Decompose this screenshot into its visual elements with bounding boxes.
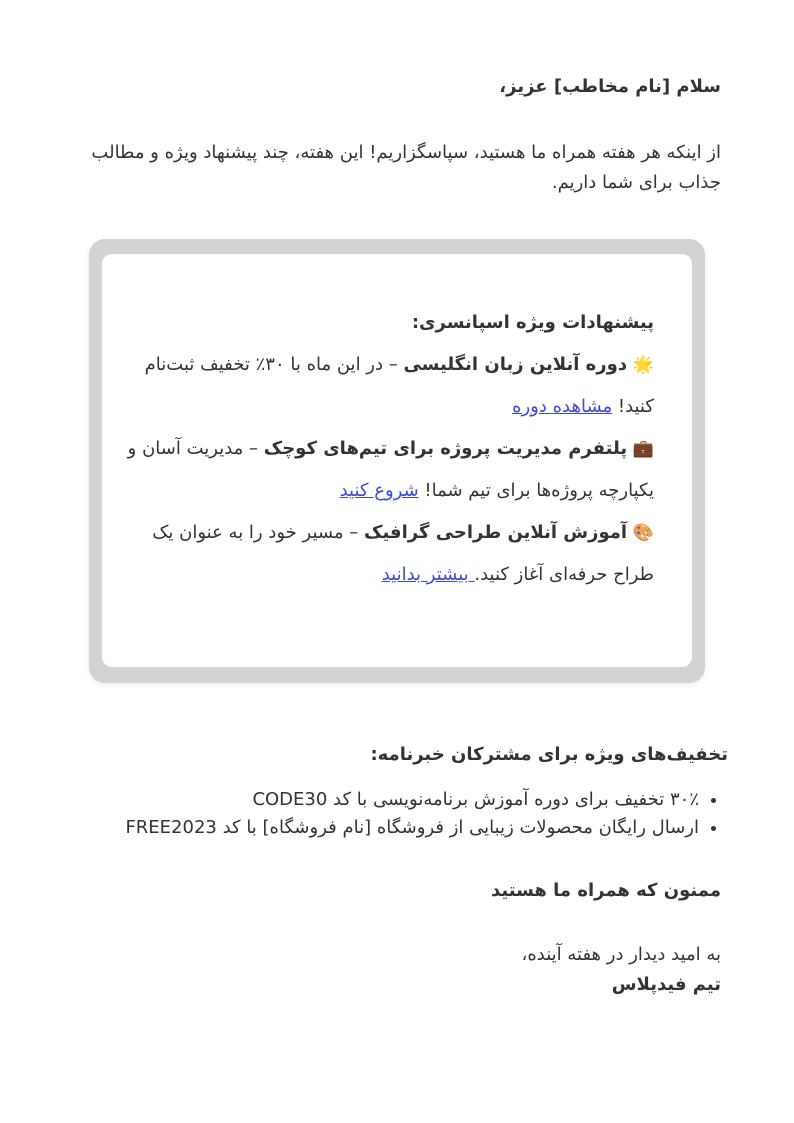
offer-name: پلتفرم مدیریت پروژه برای تیم‌های کوچک <box>263 438 628 459</box>
sponsor-content <box>114 302 654 596</box>
thanks-line: ممنون که همراه ما هستید <box>491 880 721 901</box>
offer-name: دوره آنلاین زبان انگلیسی <box>403 354 628 375</box>
sponsor-card-body <box>102 254 692 667</box>
offer-name: آموزش آنلاین طراحی گرافیک <box>364 522 628 543</box>
offer-desc: – مسیر خود را به عنوان یک طراح حرفه‌ای آغاز کنید. <box>152 522 654 585</box>
sponsor-title: پیشنهادات ویژه اسپانسری: <box>411 312 654 333</box>
offer-desc: – مدیریت آسان و یکپارچه پروژه‌ها برای تیم شما! <box>127 438 654 501</box>
offer-desc: – در این ماه با ۳۰٪ تخفیف ثبت‌نام کنید! <box>144 354 654 417</box>
star-icon: 🌟 <box>632 355 654 375</box>
closing <box>61 940 721 1000</box>
discounts-list <box>59 786 721 842</box>
intro-paragraph: از اینکه هر هفته همراه ما هستید، سپاسگزاریم! این هفته، چند پیشنهاد ویژه و مطالب جذاب برای شما داریم. <box>91 142 721 193</box>
palette-icon: 🎨 <box>632 523 654 543</box>
closing-line: به امید دیدار در هفته آینده، <box>521 944 721 965</box>
sponsor-card <box>89 239 705 683</box>
team-signature: تیم فیدپلاس <box>611 974 721 995</box>
learn-more-link[interactable]: بیشتر بدانید <box>381 564 475 585</box>
list-item: • ۳۰٪ تخفیف برای دوره آموزش برنامه‌نویسی با کد CODE30 <box>59 786 699 814</box>
discounts-title: تخفیف‌های ویژه برای مشترکان خبرنامه: <box>370 744 728 765</box>
list-item: • ارسال رایگان محصولات زیبایی از فروشگاه [نام فروشگاه] با کد FREE2023 <box>59 814 699 842</box>
offer-graphic-design <box>114 512 654 596</box>
get-started-link[interactable]: شروع کنید <box>339 480 419 501</box>
briefcase-icon: 💼 <box>632 439 654 459</box>
offer-english-course <box>114 344 654 428</box>
view-course-link[interactable]: مشاهده دوره <box>512 396 613 417</box>
offer-project-platform <box>114 428 654 512</box>
greeting: سلام [نام مخاطب] عزیز، <box>499 76 721 97</box>
